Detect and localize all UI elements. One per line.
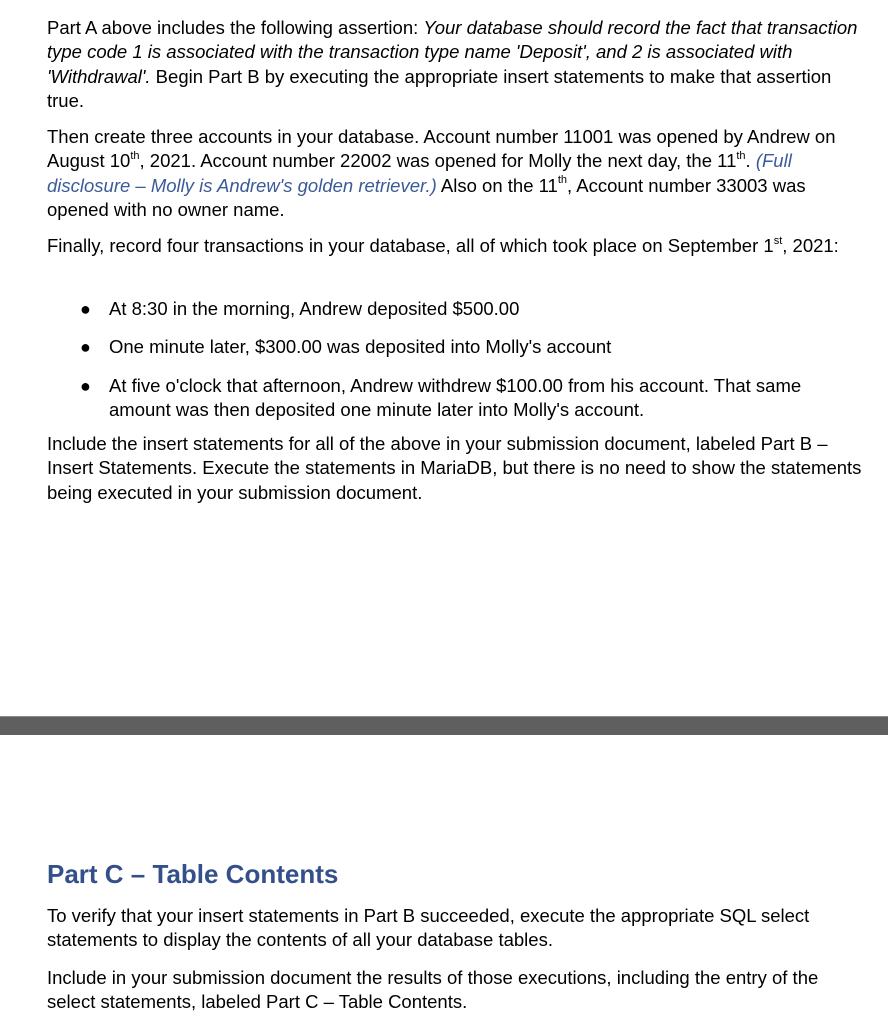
list-item-text: At five o'clock that afternoon, Andrew withdrew $100.00 from his account. That same amount was then deposited one minute later into Molly's account.: [109, 375, 802, 421]
accounts-text-1: Then create three accounts in your database. Account number 11001 was opened by Andrew on August 10: [47, 126, 836, 172]
accounts-paragraph: [47, 125, 862, 222]
bullet-icon: ●: [80, 376, 91, 396]
assertion-text: Your database should record the fact that transaction type code 1 is associated with the transaction type name 'Deposit', and 2 is associated with 'Withdrawal'.: [47, 17, 858, 87]
ordinal-suffix: th: [557, 174, 568, 187]
intro-tail-text: Begin Part B by executing the appropriate insert statements to make that assertion true.: [47, 65, 832, 111]
part-c-heading: Part C – Table Contents: [47, 859, 339, 889]
list-item-text: At 8:30 in the morning, Andrew deposited $500.00: [109, 298, 520, 319]
page-break-divider: [0, 716, 888, 735]
part-b-intro-paragraph: [47, 16, 862, 113]
accounts-text-3: .: [745, 150, 756, 172]
list-item-text: One minute later, $300.00 was deposited into Molly's account: [109, 336, 612, 357]
transactions-text-2: , 2021:: [782, 235, 839, 256]
transactions-text-1: Finally, record four transactions in your database, all of which took place on September 1: [47, 235, 774, 256]
accounts-text-2: , 2021. Account number 22002 was opened for Molly the next day, the 11: [139, 150, 737, 172]
intro-text: Part A above includes the following assertion:: [47, 17, 424, 38]
ordinal-suffix: th: [736, 150, 746, 163]
part-c-verify-paragraph: To verify that your insert statements in Part B succeeded, execute the appropriate SQL select statements to display the contents of all your database tables.: [47, 905, 810, 951]
accounts-text-5: , Account number 33003 was opened with no owner name.: [47, 174, 806, 220]
bullet-icon: ●: [80, 299, 91, 319]
part-c-include-paragraph: Include in your submission document the results of those executions, including the entry of the select statements, labeled Part C – Table Contents.: [47, 967, 819, 1013]
transactions-paragraph: [47, 234, 862, 258]
accounts-text-4: Also on the 11: [436, 174, 558, 196]
ordinal-suffix: th: [130, 150, 140, 163]
ordinal-suffix: st: [773, 234, 783, 247]
document-page-2: [0, 735, 888, 1020]
bullet-icon: ●: [80, 337, 91, 357]
submission-paragraph: Include the insert statements for all of the above in your submission document, labeled Part B – Insert Statements. Execute the statements in MariaDB, but there is no need to show the statements being executed in your submission document.: [47, 433, 862, 503]
disclosure-aside: (Full disclosure – Molly is Andrew's golden retriever.): [47, 150, 792, 196]
